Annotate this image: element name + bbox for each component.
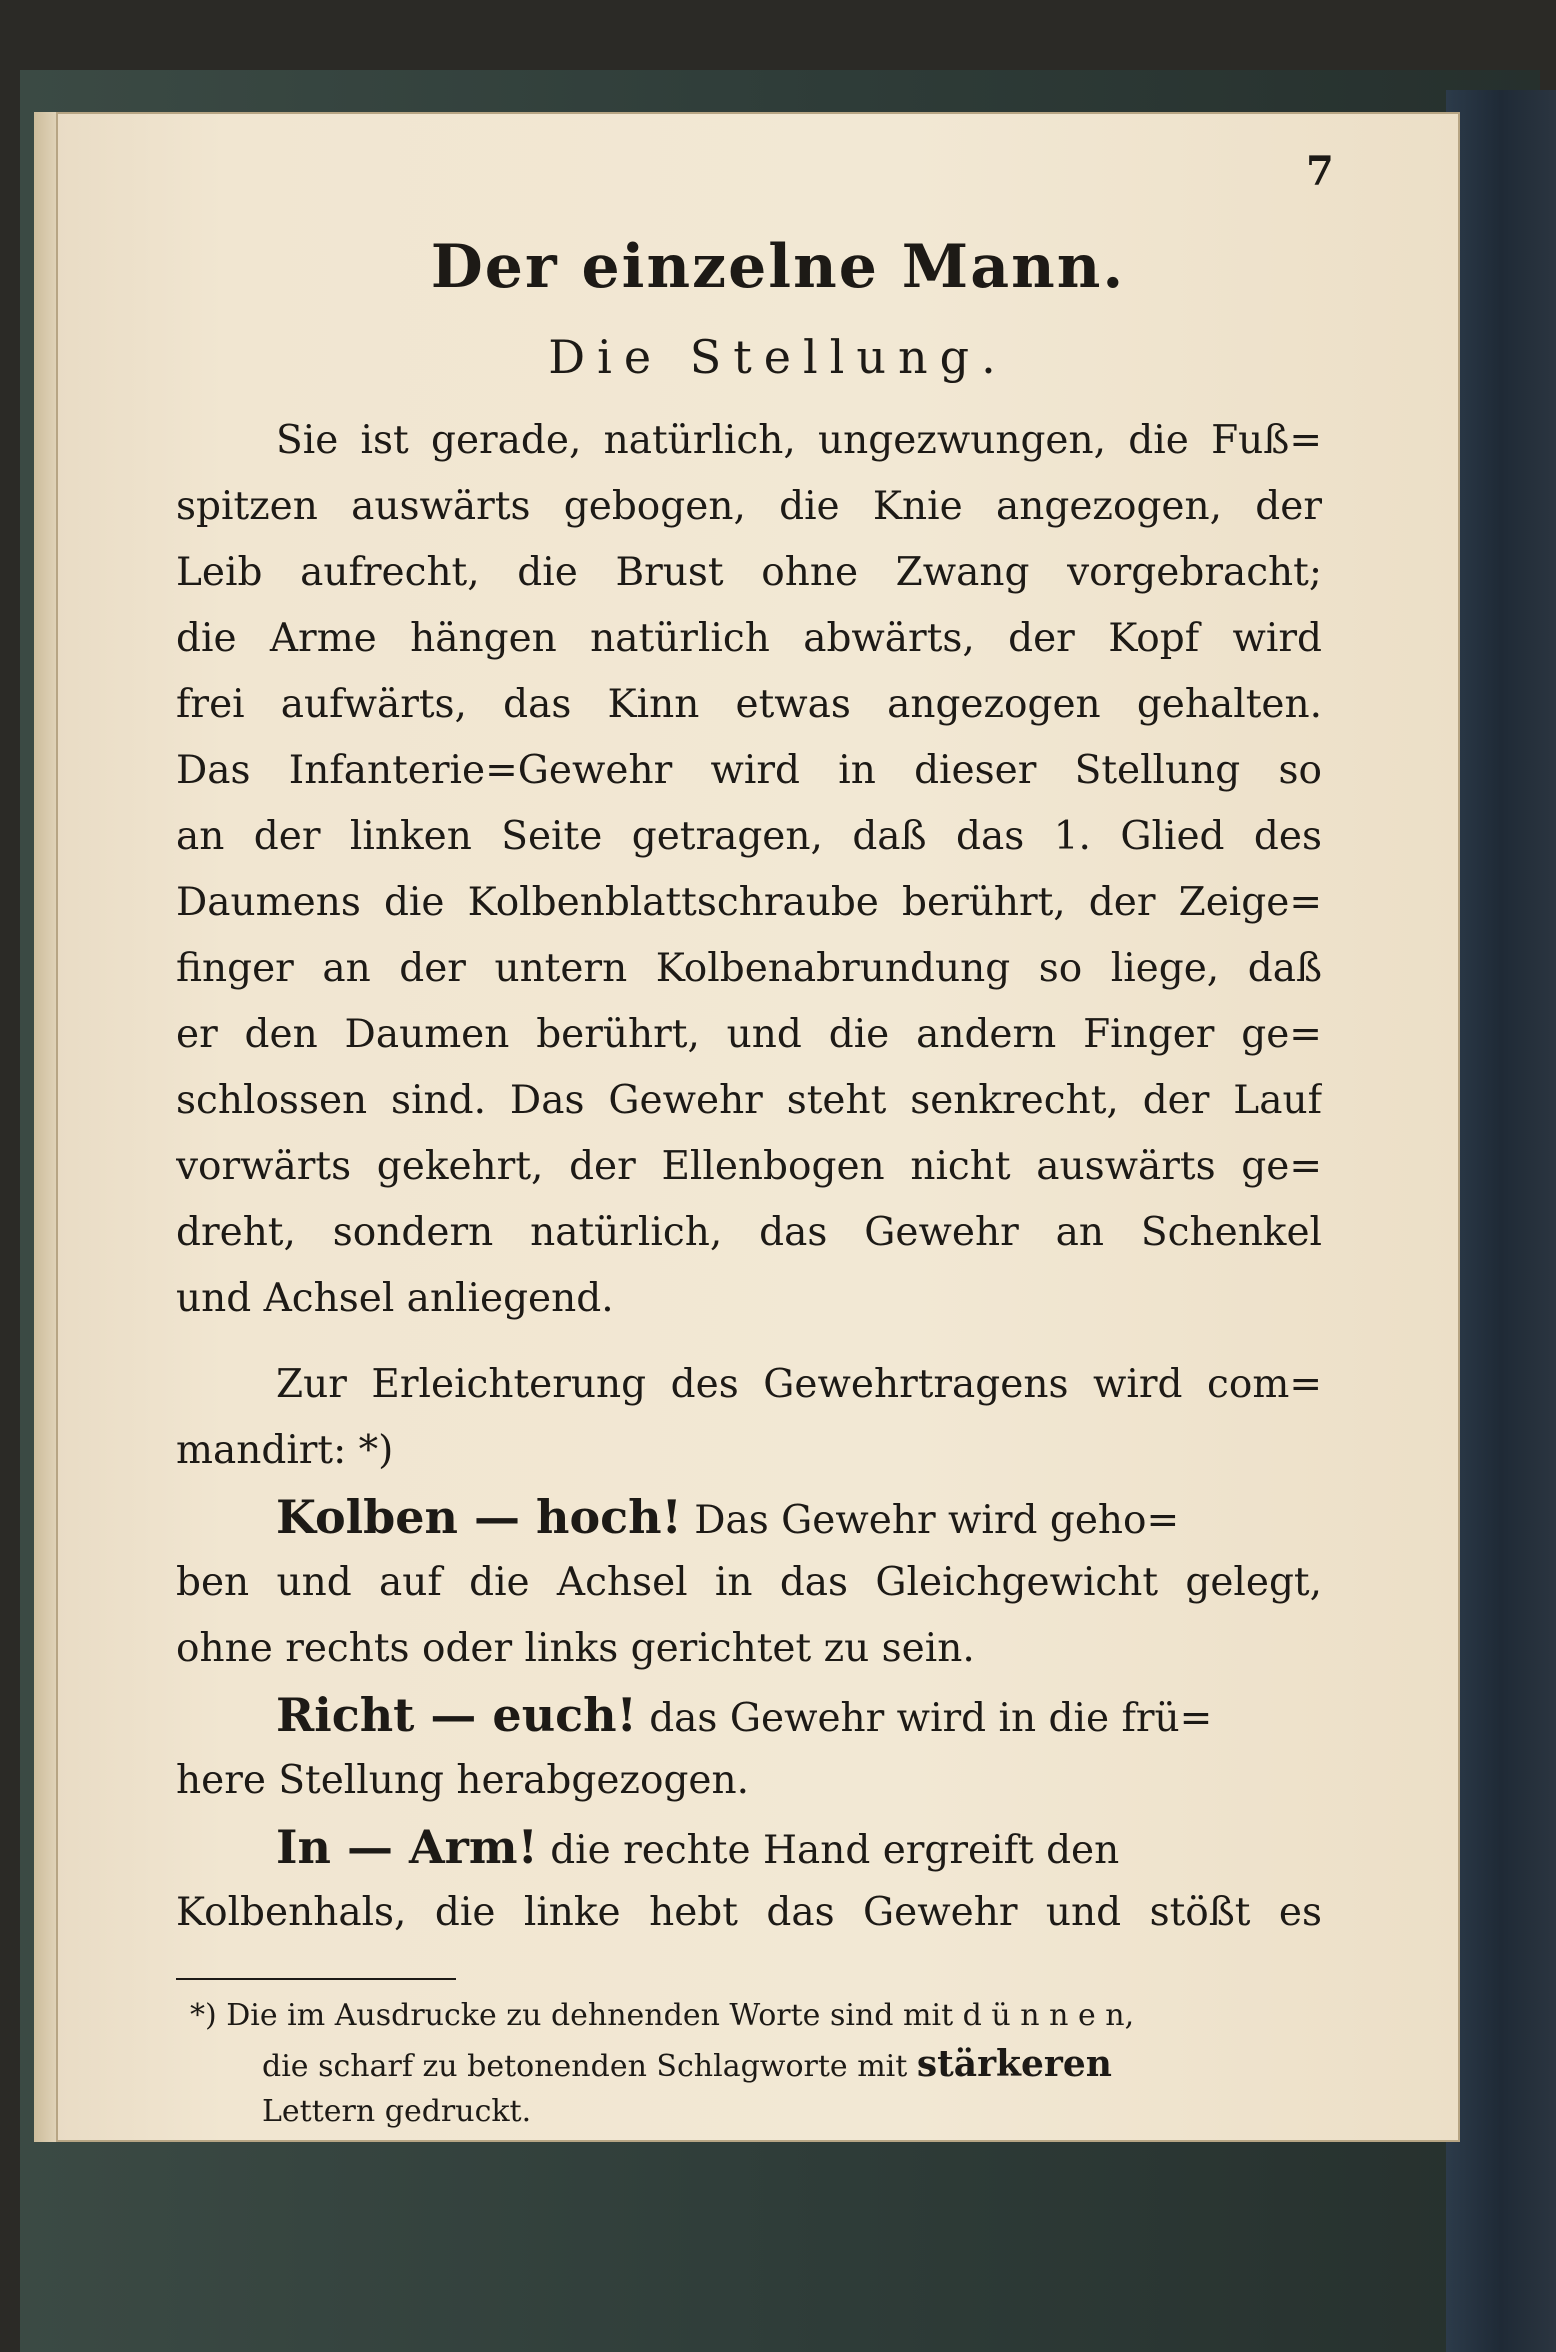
command-line: [176, 1484, 1322, 1550]
footnote-line: Lettern gedruckt.: [262, 2094, 532, 2129]
footnote-line: [190, 2040, 1330, 2088]
command-in-arm: In — Arm!: [276, 1820, 538, 1874]
text-line: er den Daumen berührt, und die andern Finger ge=: [176, 1012, 1322, 1057]
text-line: Kolbenhals, die linke hebt das Gewehr und stößt es: [176, 1890, 1322, 1935]
page-title: Der einzelne Mann.: [430, 232, 1126, 302]
text-line: ben und auf die Achsel in das Gleichgewicht gelegt,: [176, 1560, 1322, 1605]
command-text: die rechte Hand ergreift den: [550, 1828, 1120, 1873]
text-line: die Arme hängen natürlich abwärts, der Kopf wird: [176, 616, 1322, 661]
body-text: [176, 408, 1322, 1946]
command-line: [176, 1814, 1322, 1880]
footnote-text: die scharf zu betonenden Schlagworte mit: [262, 2049, 908, 2084]
footnote: [190, 1992, 1330, 2136]
paragraph-gap: [176, 1332, 1322, 1352]
text-line: Leib aufrecht, die Brust ohne Zwang vorgebracht;: [176, 550, 1322, 595]
book-cover-edge: [1446, 90, 1556, 2352]
text-line: schlossen sind. Das Gewehr steht senkrecht, der Lauf: [176, 1078, 1322, 1123]
text-line: frei aufwärts, das Kinn etwas angezogen gehalten.: [176, 682, 1322, 727]
command-text: das Gewehr wird in die frü=: [649, 1696, 1213, 1741]
text-line: finger an der untern Kolbenabrundung so liege, daß: [176, 946, 1322, 991]
text-line: an der linken Seite getragen, daß das 1. Glied des: [176, 814, 1322, 859]
text-line: spitzen auswärts gebogen, die Knie angezogen, der: [176, 484, 1322, 529]
text-line: Das Infanterie=Gewehr wird in dieser Stellung so: [176, 748, 1322, 793]
text-line: Daumens die Kolbenblattschraube berührt, der Zeige=: [176, 880, 1322, 925]
command-richt-euch: Richt — euch!: [276, 1688, 637, 1742]
command-line: [176, 1682, 1322, 1748]
section-subtitle: Die Stellung.: [548, 330, 1008, 384]
footnote-rule: [176, 1978, 456, 1980]
command-kolben-hoch: Kolben — hoch!: [276, 1490, 682, 1544]
text-line: und Achsel anliegend.: [176, 1276, 614, 1321]
command-text: Das Gewehr wird geho=: [694, 1498, 1180, 1543]
text-line: vorwärts gekehrt, der Ellenbogen nicht auswärts ge=: [176, 1144, 1322, 1189]
text-line: here Stellung herabgezogen.: [176, 1758, 750, 1803]
text-line: mandirt: *): [176, 1428, 394, 1473]
page-number: 7: [1306, 148, 1334, 195]
footnote-emphasis: stärkeren: [916, 2043, 1112, 2085]
text-line: Zur Erleichterung des Gewehrtragens wird com=: [276, 1362, 1322, 1407]
text-line: Sie ist gerade, natürlich, ungezwungen, die Fuß=: [276, 418, 1322, 463]
footnote-line: *) Die im Ausdrucke zu dehnenden Worte sind mit d ü n n e n,: [190, 1998, 1135, 2033]
text-line: dreht, sondern natürlich, das Gewehr an Schenkel: [176, 1210, 1322, 1255]
text-line: ohne rechts oder links gerichtet zu sein.: [176, 1626, 975, 1671]
